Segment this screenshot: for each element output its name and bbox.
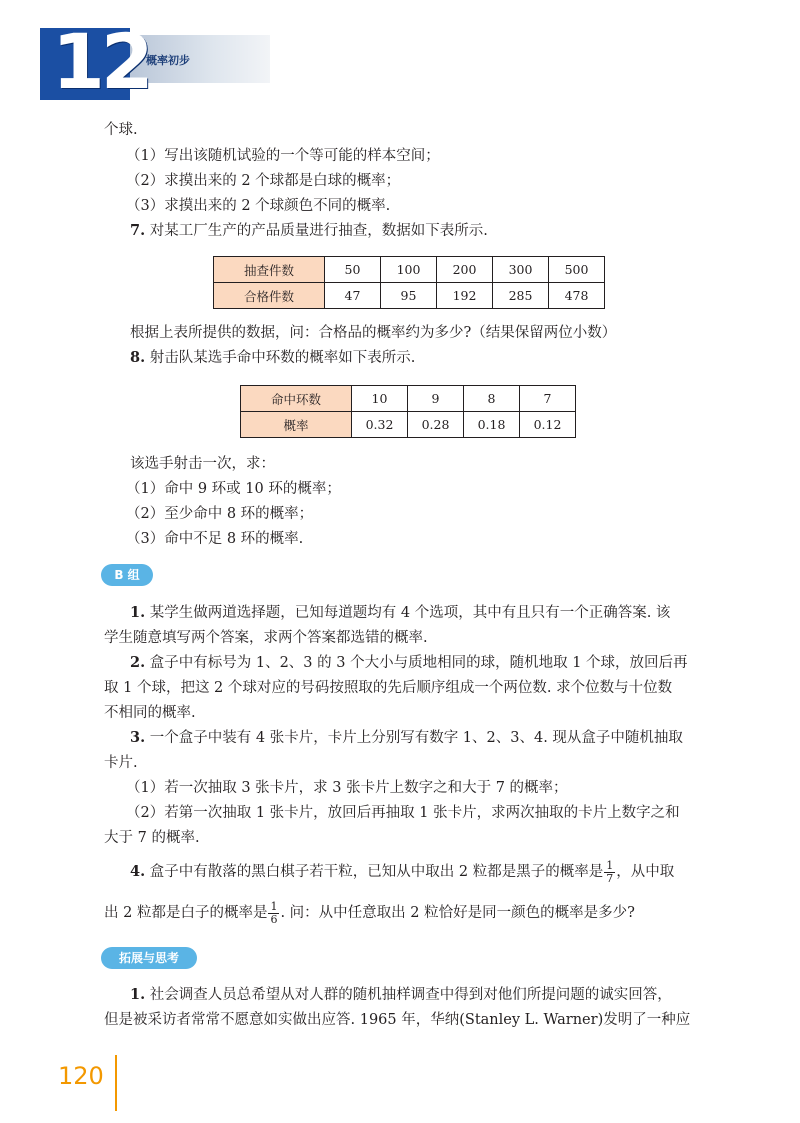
table-cell: 0.18 xyxy=(464,412,520,438)
question-number: 2. xyxy=(130,654,146,671)
fraction-denominator: 6 xyxy=(270,912,278,926)
page-number: 120 xyxy=(58,1062,104,1090)
text-line: （2）至少命中 8 环的概率； xyxy=(126,506,314,522)
table-cell: 300 xyxy=(493,257,549,283)
quality-table xyxy=(213,256,605,309)
fraction-numerator: 1 xyxy=(606,858,614,872)
question-text: 一个盒子中装有 4 张卡片，卡片上分别写有数字 1、2、3、4. 现从盒子中随机抽取 xyxy=(145,730,683,746)
text-line: 该选手射击一次，求： xyxy=(130,456,275,472)
text-line: （1）若一次抽取 3 张卡片，求 3 张卡片上数字之和大于 7 的概率； xyxy=(126,780,568,796)
question-text: 盒子中有散落的黑白棋子若干粒，已知从中取出 2 粒都是黑子的概率是 xyxy=(145,864,604,880)
table-row xyxy=(241,386,576,412)
table-cell: 8 xyxy=(464,386,520,412)
table-cell: 500 xyxy=(549,257,605,283)
text-line: （2）若第一次抽取 1 张卡片，放回后再抽取 1 张卡片，求两次抽取的卡片上数字之和 xyxy=(126,805,680,821)
b-question-4 xyxy=(130,857,674,887)
fraction-numerator: 1 xyxy=(270,899,278,913)
b-question-1 xyxy=(130,603,670,623)
table-row xyxy=(214,283,605,309)
section-badge-extension: 拓展与思考 xyxy=(101,947,197,969)
table-cell: 192 xyxy=(437,283,493,309)
question-number: 8. xyxy=(130,349,146,366)
text-line: 个球. xyxy=(104,122,138,138)
hit-probability-table xyxy=(240,385,576,438)
text-line: 不相同的概率. xyxy=(104,705,196,721)
text-line xyxy=(104,898,635,928)
question-text: . 问：从中任意取出 2 粒恰好是同一颜色的概率是多少? xyxy=(280,905,635,921)
table-cell: 0.12 xyxy=(520,412,576,438)
page-divider xyxy=(115,1055,117,1111)
table-header-cell: 抽查件数 xyxy=(214,257,325,283)
question-8 xyxy=(130,348,415,368)
text-line: （2）求摸出来的 2 个球都是白球的概率； xyxy=(126,173,401,189)
question-number: 1. xyxy=(130,604,146,621)
table-cell: 0.28 xyxy=(408,412,464,438)
question-text: 对某工厂生产的产品质量进行抽查，数据如下表所示. xyxy=(145,223,488,239)
chapter-number: 12 xyxy=(52,17,150,106)
table-cell: 50 xyxy=(325,257,381,283)
question-text: ，从中取 xyxy=(616,864,675,880)
question-number: 1. xyxy=(130,986,146,1003)
table-row xyxy=(241,412,576,438)
text-line: 取 1 个球，把这 2 个球对应的号码按照取的先后顺序组成一个两位数. 求个位数与十位数 xyxy=(104,680,673,696)
table-cell: 200 xyxy=(437,257,493,283)
question-number: 4. xyxy=(130,863,146,880)
text-line: 大于 7 的概率. xyxy=(104,830,200,846)
question-number: 7. xyxy=(130,222,146,239)
question-text: 出 2 粒都是白子的概率是 xyxy=(104,905,268,921)
question-text: 社会调查人员总希望从对人群的随机抽样调查中得到对他们所提问题的诚实回答， xyxy=(145,987,672,1003)
b-question-3 xyxy=(130,728,683,748)
question-text: 盒子中有标号为 1、2、3 的 3 个大小与质地相同的球，随机地取 1 个球，放回后再 xyxy=(145,655,688,671)
text-line: （3）求摸出来的 2 个球颜色不同的概率. xyxy=(126,198,391,214)
b-question-2 xyxy=(130,653,688,673)
extension-question-1 xyxy=(130,985,672,1005)
table-header-cell: 合格件数 xyxy=(214,283,325,309)
table-cell: 47 xyxy=(325,283,381,309)
text-line: 卡片. xyxy=(104,755,138,771)
question-7 xyxy=(130,221,488,241)
table-cell: 285 xyxy=(493,283,549,309)
text-line: 根据上表所提供的数据，问：合格品的概率约为多少?（结果保留两位小数） xyxy=(130,325,617,341)
chapter-title: 概率初步 xyxy=(146,54,190,67)
table-cell: 7 xyxy=(520,386,576,412)
text-line: 但是被采访者常常不愿意如实做出应答. 1965 年，华纳(Stanley L. Warner)发明了一种应 xyxy=(104,1012,691,1028)
question-text: 射击队某选手命中环数的概率如下表所示. xyxy=(145,350,416,366)
fraction-denominator: 7 xyxy=(606,871,614,885)
text-line: （1）命中 9 环或 10 环的概率； xyxy=(126,481,341,497)
text-line: （1）写出该随机试验的一个等可能的样本空间； xyxy=(126,148,440,164)
table-cell: 0.32 xyxy=(352,412,408,438)
text-line: 学生随意填写两个答案，求两个答案都选错的概率. xyxy=(104,630,428,646)
text-line: （3）命中不足 8 环的概率. xyxy=(126,531,304,547)
section-badge-b: B 组 xyxy=(101,564,153,586)
table-cell: 478 xyxy=(549,283,605,309)
fraction xyxy=(604,860,615,885)
table-header-cell: 概率 xyxy=(241,412,352,438)
table-cell: 10 xyxy=(352,386,408,412)
table-cell: 100 xyxy=(381,257,437,283)
table-row xyxy=(214,257,605,283)
table-cell: 9 xyxy=(408,386,464,412)
table-header-cell: 命中环数 xyxy=(241,386,352,412)
question-number: 3. xyxy=(130,729,146,746)
table-cell: 95 xyxy=(381,283,437,309)
question-text: 某学生做两道选择题，已知每道题均有 4 个选项，其中有且只有一个正确答案. 该 xyxy=(145,605,671,621)
fraction xyxy=(268,901,279,926)
